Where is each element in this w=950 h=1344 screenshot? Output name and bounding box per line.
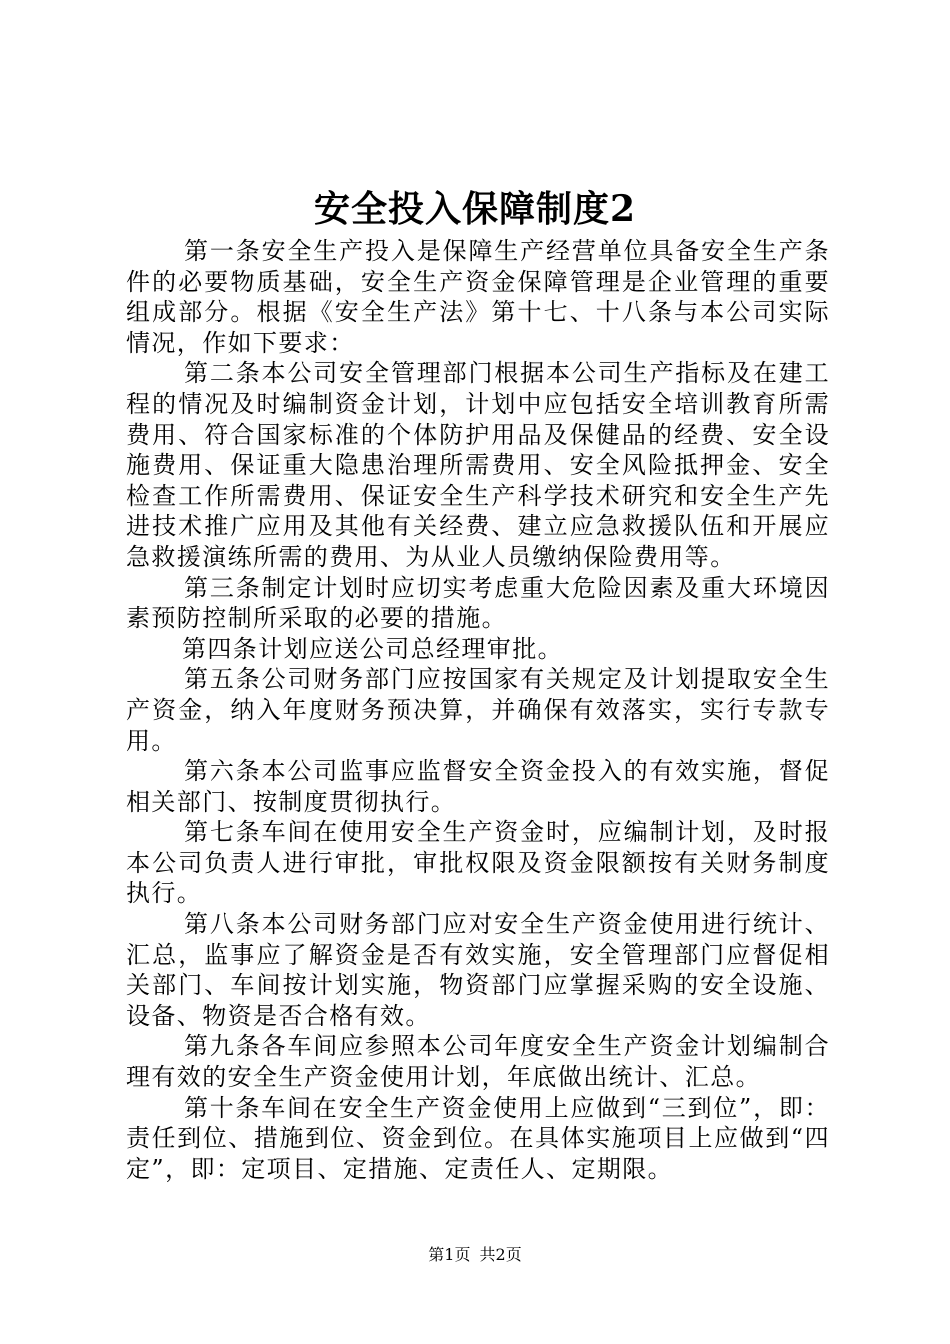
article-3: 第三条制定计划时应切实考虑重大危险因素及重大环境因素预防控制所采取的必要的措施。 xyxy=(126,573,830,633)
article-4: 第四条计划应送公司总经理审批。 xyxy=(182,634,563,663)
page-number: 第1页 xyxy=(428,1245,471,1264)
article-10: 第十条车间在安全生产资金使用上应做到“三到位”，即：责任到位、措施到位、资金到位。在具体实施项目上应做到“四定”，即：定项目、定措施、定责任人、定期限。 xyxy=(126,1093,830,1183)
article-6: 第六条本公司监事应监督安全资金投入的有效实施，督促相关部门、按制度贯彻执行。 xyxy=(126,757,830,816)
document-title: 安全投入保障制度2 xyxy=(313,188,637,230)
page-total: 共2页 xyxy=(479,1245,522,1264)
article-5: 第五条公司财务部门应按国家有关规定及计划提取安全生产资金，纳入年度财务预决算，并确保有效落实，实行专款专用。 xyxy=(126,665,830,755)
article-1: 第一条安全生产投入是保障生产经营单位具备安全生产条件的必要物质基础，安全生产资金保障管理是企业管理的重要组成部分。根据《安全生产法》第十七、十八条与本公司实际情况，作如下要求： xyxy=(126,237,830,357)
article-9: 第九条各车间应参照本公司年度安全生产资金计划编制合理有效的安全生产资金使用计划，年底做出统计、汇总。 xyxy=(126,1032,830,1092)
article-2: 第二条本公司安全管理部门根据本公司生产指标及在建工程的情况及时编制资金计划，计划中应包括安全培训教育所需费用、符合国家标准的个体防护用品及保健品的经费、安全设施费用、保证重大隐患治理所需费用、安全风险抵押金、安全检查工作所需费用、保证安全生产科学技术研究和安全生产先进技术推广应用及其他有关经费、建立应急救援队伍和开展应急救援演练所需的费用、为从业人员缴纳保险费用等。 xyxy=(126,359,830,571)
article-7: 第七条车间在使用安全生产资金时，应编制计划，及时报本公司负责人进行审批，审批权限及资金限额按有关财务制度执行。 xyxy=(126,818,830,908)
document-body xyxy=(126,236,830,1184)
article-8: 第八条本公司财务部门应对安全生产资金使用进行统计、汇总，监事应了解资金是否有效实施，安全管理部门应督促相关部门、车间按计划实施，物资部门应掌握采购的安全设施、设备、物资是否合格有效。 xyxy=(126,910,830,1030)
page-footer xyxy=(0,1244,950,1266)
